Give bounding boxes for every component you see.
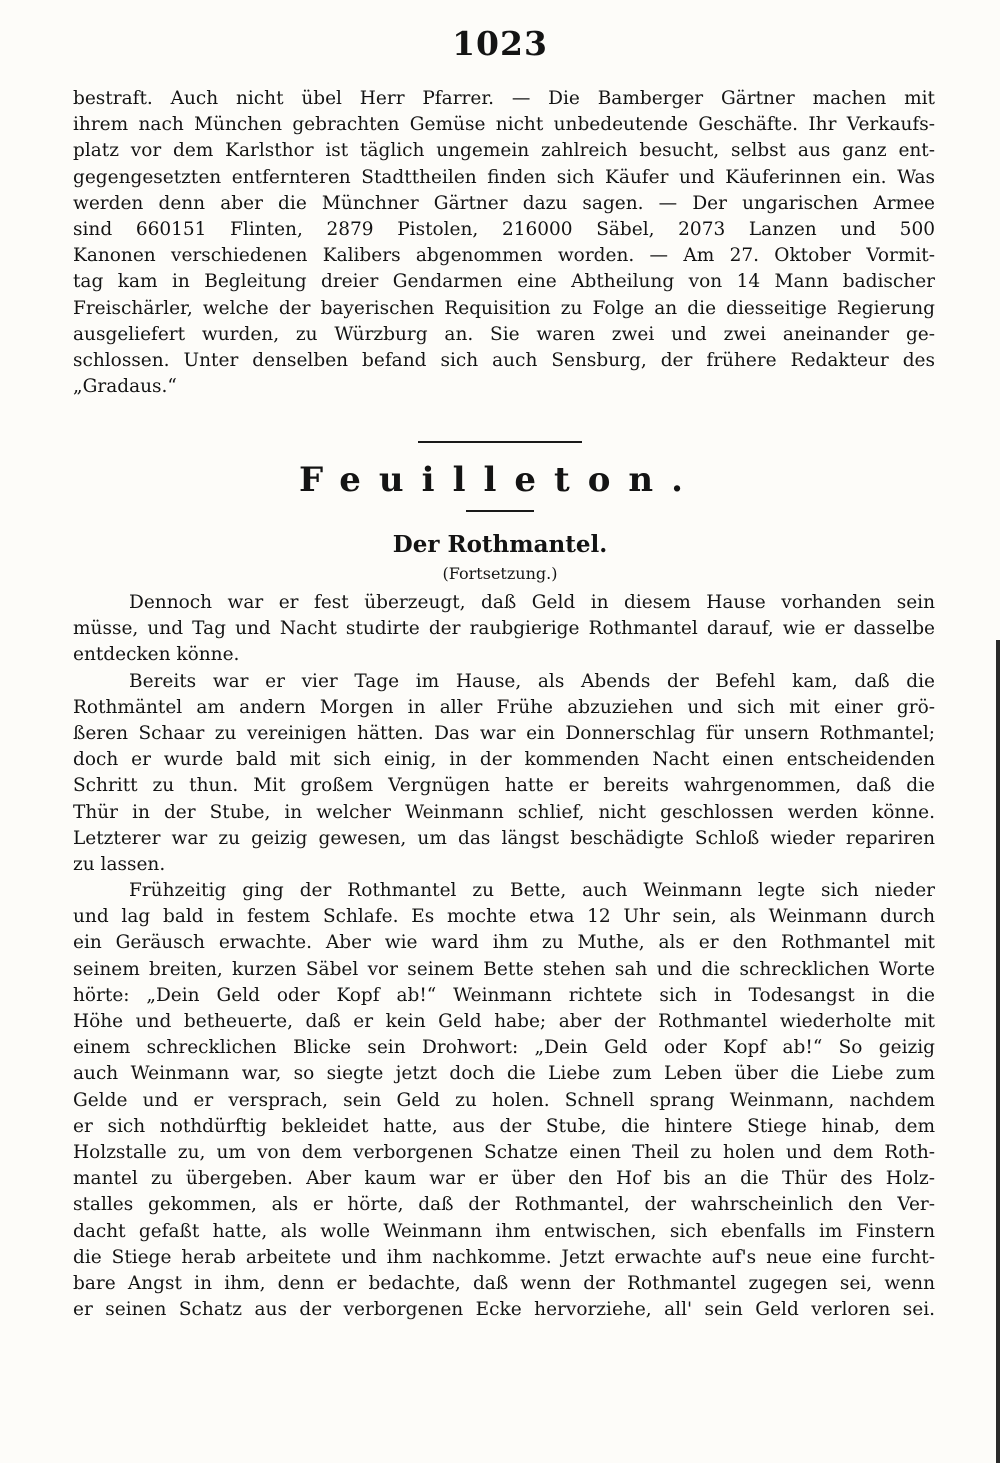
text-line: die Stiege herab arbeitete und ihm nachkomme. Jetzt erwachte auf's neue eine furcht- (73, 1246, 935, 1268)
text-line: platz vor dem Karlsthor ist täglich ungemein zahlreich besucht, selbst aus ganz ent- (73, 140, 935, 162)
text-line: bare Angst in ihm, denn er bedachte, daß wenn der Rothmantel zugegen sei, wenn (73, 1272, 935, 1294)
text-line: „Gradaus.“ (73, 376, 177, 398)
text-line: er sich nothdürftig bekleidet hatte, aus der Stube, die hintere Stiege hinab, dem (73, 1115, 935, 1137)
text-line: Schritt zu thun. Mit großem Vergnügen hatte er bereits wahrgenommen, daß die (73, 775, 935, 797)
text-line: Frühzeitig ging der Rothmantel zu Bette, auch Weinmann legte sich nieder (129, 880, 935, 902)
text-line: Freischärler, welche der bayerischen Requisition zu Folge an die diesseitige Regierung (73, 297, 935, 319)
section-divider-top (418, 441, 582, 443)
text-line: müsse, und Tag und Nacht studirte der raubgierige Rothmantel darauf, wie er dasselbe (73, 618, 935, 640)
text-line: Kanonen verschiedenen Kalibers abgenommen worden. — Am 27. Oktober Vormit- (73, 245, 935, 267)
text-line: Letzterer war zu geizig gewesen, um das längst beschädigte Schloß wieder repariren (73, 827, 935, 849)
text-line: er seinen Schatz aus der verborgenen Ecke hervorziehe, all' sein Geld verloren sei. (73, 1299, 935, 1321)
text-line: auch Weinmann war, so siegte jetzt doch die Liebe zum Leben über die Liebe zum (73, 1063, 935, 1085)
story-paragraph (73, 669, 935, 879)
text-line: ausgeliefert wurden, zu Würzburg an. Sie waren zwei und zwei aneinander ge- (73, 323, 935, 345)
text-line: einem schrecklichen Blicke sein Drohwort: „Dein Geld oder Kopf ab!“ So geizig (73, 1037, 935, 1059)
story-paragraph (73, 878, 935, 1323)
text-line: stalles gekommen, als er hörte, daß der Rothmantel, der wahrscheinlich den Ver- (73, 1194, 935, 1216)
text-line: Thür in der Stube, in welcher Weinmann schlief, nicht geschlossen werden könne. (73, 801, 935, 823)
text-line: ihrem nach München gebrachten Gemüse nicht unbedeutende Geschäfte. Ihr Verkaufs- (73, 114, 935, 136)
text-line: zu lassen. (73, 853, 166, 875)
text-line: und lag bald in festem Schlafe. Es mochte etwa 12 Uhr sein, als Weinmann durch (73, 906, 935, 928)
text-line: dacht gefaßt hatte, als wolle Weinmann ihm entwischen, sich ebenfalls im Finstern (73, 1220, 935, 1242)
text-line: schlossen. Unter denselben befand sich auch Sensburg, der frühere Redakteur des (73, 349, 935, 371)
text-line: tag kam in Begleitung dreier Gendarmen eine Abtheilung von 14 Mann badischer (73, 271, 935, 293)
text-line: Rothmäntel am andern Morgen in aller Frühe abzuziehen und sich mit einer grö- (73, 696, 935, 718)
text-line: hörte: „Dein Geld oder Kopf ab!“ Weinmann richtete sich in Todesangst in die (73, 984, 935, 1006)
story-paragraph (73, 590, 935, 669)
text-line: bestraft. Auch nicht übel Herr Pfarrer. — Die Bamberger Gärtner machen mit (73, 88, 935, 109)
page-number: 1023 (452, 24, 548, 63)
text-line: seinem breiten, kurzen Säbel vor seinem Bette stehen sah und die schrecklichen Worte (73, 958, 935, 980)
story-body (73, 590, 935, 1323)
text-line: werden denn aber die Münchner Gärtner dazu sagen. — Der ungarischen Armee (73, 192, 935, 214)
text-line: Gelde und er versprach, sein Geld zu holen. Schnell sprang Weinmann, nachdem (73, 1089, 935, 1111)
text-line: Höhe und betheuerte, daß er kein Geld habe; aber der Rothmantel wiederholte mit (73, 1011, 935, 1032)
text-line: doch er wurde bald mit sich einig, in der kommenden Nacht einen entscheidenden (73, 749, 935, 771)
section-divider-bottom (466, 510, 534, 512)
continuation-note: (Fortsetzung.) (442, 564, 558, 583)
text-line: ein Geräusch erwachte. Aber wie ward ihm zu Muthe, als er den Rothmantel mit (73, 932, 935, 954)
news-paragraph (73, 86, 935, 400)
text-line: entdecken könne. (73, 644, 240, 666)
text-line: ßeren Schaar zu vereinigen hätten. Das war ein Donnerschlag für unsern Rothmantel; (73, 722, 935, 744)
text-line: sind 660151 Flinten, 2879 Pistolen, 216000 Säbel, 2073 Lanzen und 500 (73, 218, 935, 240)
text-line: gegengesetzten entfernteren Stadttheilen finden sich Käufer und Käuferinnen ein. Was (73, 166, 935, 188)
text-line: Dennoch war er fest überzeugt, daß Geld in diesem Hause vorhanden sein (129, 592, 935, 613)
text-line: Bereits war er vier Tage im Hause, als Abends der Befehl kam, daß die (129, 670, 935, 692)
text-line: Holzstalle zu, um von dem verborgenen Schatze einen Theil zu holen und dem Roth- (73, 1141, 935, 1163)
story-title: Der Rothmantel. (392, 531, 608, 558)
text-line: mantel zu übergeben. Aber kaum war er über den Hof bis an die Thür des Holz- (73, 1168, 935, 1190)
section-heading: Feuilleton. (299, 460, 701, 500)
page-edge-shadow (996, 640, 1000, 1463)
